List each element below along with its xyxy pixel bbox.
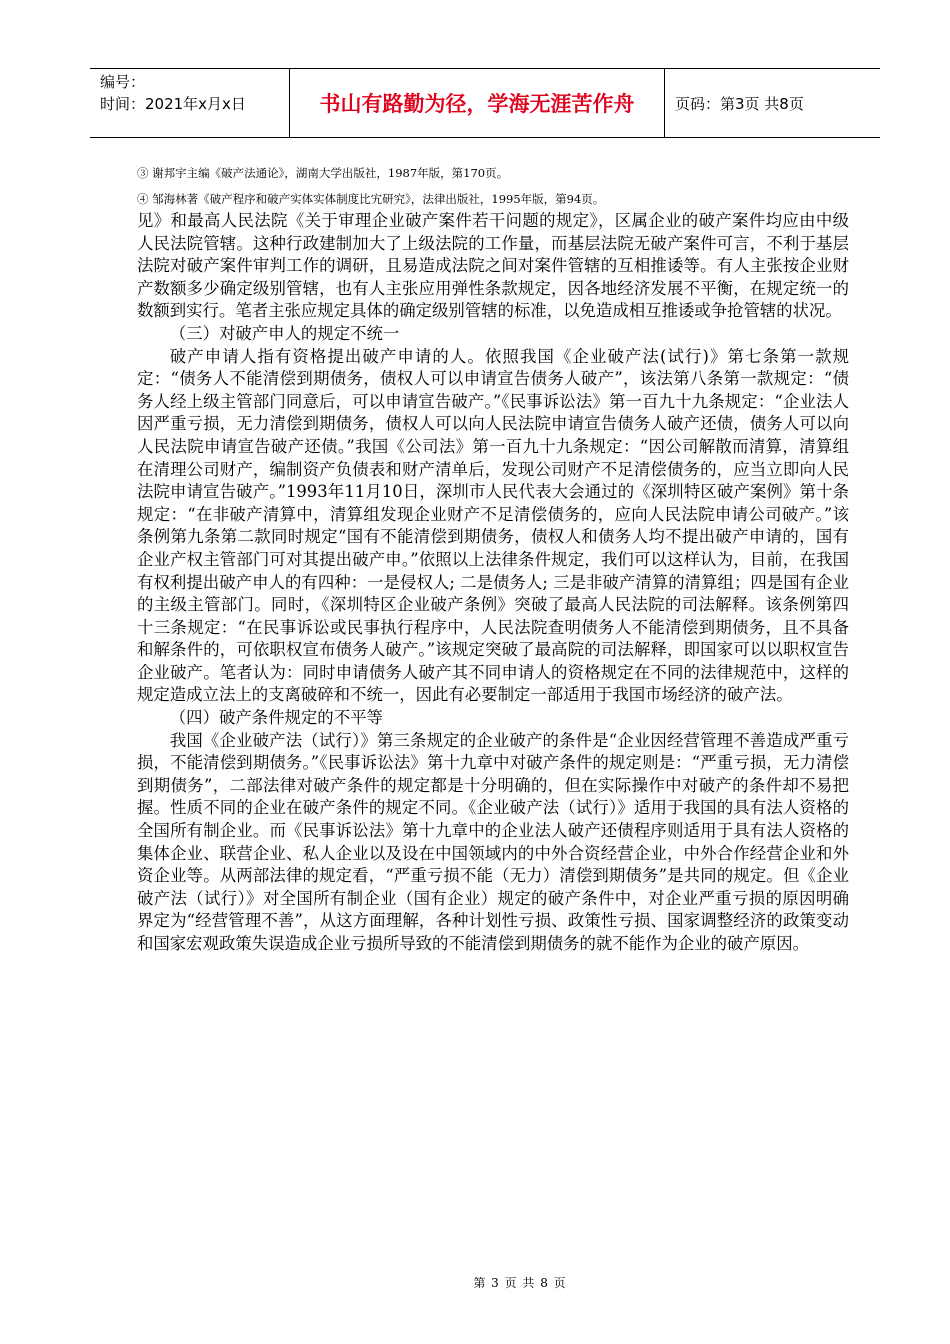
section-heading-3: （三）对破产申人的规定不统一	[169, 323, 400, 343]
paragraph-conditions: 我国《企业破产法（试行）》第三条规定的企业破产的条件是“企业因经营管理不善造成严重亏损，不能清偿到期债务。”《民事诉讼法》第十九章中对破产条件的规定则是：“严重亏损，无力清偿到期债务”，二部法律对破产条件的规定都是十分明确的，但在实际操作中对破产的条件却不易把握。性质不同的企业在破产条件的规定不同。《企业破产法（试行）》适用于我国的具有法人资格的全国所有制企业。而《民事诉讼法》第十九章中的企业法人破产还债程序则适用于具有法人资格的集体企业、联营企业、私人企业以及设在中国领域内的中外合资经营企业，中外合作经营企业和外资企业等。从两部法律的规定看，“严重亏损不能（无力）清偿到期债务”是共同的规定。但《企业破产法（试行）》对全国所有制企业（国有企业）规定的破产条件中，对企业严重亏损的原因明确界定为“经营管理不善”，从这方面理解，各种计划性亏损、政策性亏损、国家调整经济的政策变动和国家宏观政策失误造成企业亏损所导致的不能清偿到期债务的就不能作为企业的破产原因。	[137, 730, 849, 953]
document-header	[90, 68, 880, 138]
header-page-label: 页码：第3页 共8页	[675, 94, 804, 113]
paragraph-continuation: 见》和最高人民法院《关于审理企业破产案件若干问题的规定》，区属企业的破产案件均应由中级人民法院管辖。这种行政建制加大了上级法院的工作量，而基层法院无破产案件可言，不利于基层法院对破产案件审判工作的调研，且易造成法院之间对案件管辖的互相推诿等。有人主张按企业财产数额多少确定级别管辖，也有人主张应用弹性条款规定，因各地经济发展不平衡，在规定统一的数额到实行。笔者主张应规定具体的确定级别管辖的标准，以免造成相互推诿或争抢管辖的状况。	[137, 211, 849, 321]
page-number: 第 3 页 共 8 页	[473, 1276, 567, 1290]
paragraph-applicants: 破产申请人指有资格提出破产申请的人。依照我国《企业破产法(试行)》第七条第一款规定：“债务人不能清偿到期债务，债权人可以申请宣告债务人破产”，该法第八条第一款规定：“债务人经上级主管部门同意后，可以申请宣告破产。”《民事诉讼法》第一百九十九条规定：“企业法人因严重亏损，无力清偿到期债务，债权人可以向人民法院申请宣告债务人破产还债，债务人可以向人民法院申请宣告破产还债。”我国《公司法》第一百九十九条规定：“因公司解散而清算，清算组在清理公司财产，编制资产负债表和财产清单后，发现公司财产不足清偿债务的，应当立即向人民法院申请宣告破产。”1993年11月10日，深圳市人民代表大会通过的《深圳特区破产案例》第十条规定：“在非破产清算中，清算组发现企业财产不足清偿债务的，应向人民法院申请公司破产。”该条例第九条第二款同时规定“国有不能清偿到期债务，债权人和债务人均不提出破产申请的，国有企业产权主管部门可对其提出破产申。”依照以上法律条件规定，我们可以这样认为，目前，在我国有权利提出破产申人的有四种：一是侵权人; 二是债务人; 三是非破产清算的清算组；四是国有企业的主级主管部门。同时，《深圳特区企业破产条例》突破了最高人民法院的司法解释。该条例第四十三条规定：“在民事诉讼或民事执行程序中，人民法院查明债务人不能清偿到期债务，且不具备和解条件的，可依职权宣布债务人破产。”该规定突破了最高院的司法解释，即国家可以以职权宣告企业破产。笔者认为：同时申请债务人破产其不同申请人的资格规定在不同的法律规范中，这样的规定造成立法上的支离破碎和不统一，因此有必要制定一部适用于我国市场经济的破产法。	[137, 346, 849, 705]
document-time-label: 时间：2021年x月x日	[100, 95, 246, 113]
document-number-label: 编号：	[100, 73, 146, 91]
footnote-3: ③ 谢邦宇主编《破产法通论》，湖南大学出版社，1987年版，第170页。	[137, 166, 509, 180]
section-heading-4: （四）破产条件规定的不平等	[169, 708, 383, 728]
page-footer	[0, 1274, 950, 1291]
footnotes	[137, 160, 837, 212]
header-meta	[90, 69, 290, 137]
header-motto: 书山有路勤为径，学海无涯苦作舟	[290, 69, 665, 137]
footnote-4: ④ 邹海林著《破产程序和破产实体实体制度比宄研究》，法律出版社，1995年版，第94页。	[137, 192, 605, 206]
body-text	[137, 210, 849, 956]
